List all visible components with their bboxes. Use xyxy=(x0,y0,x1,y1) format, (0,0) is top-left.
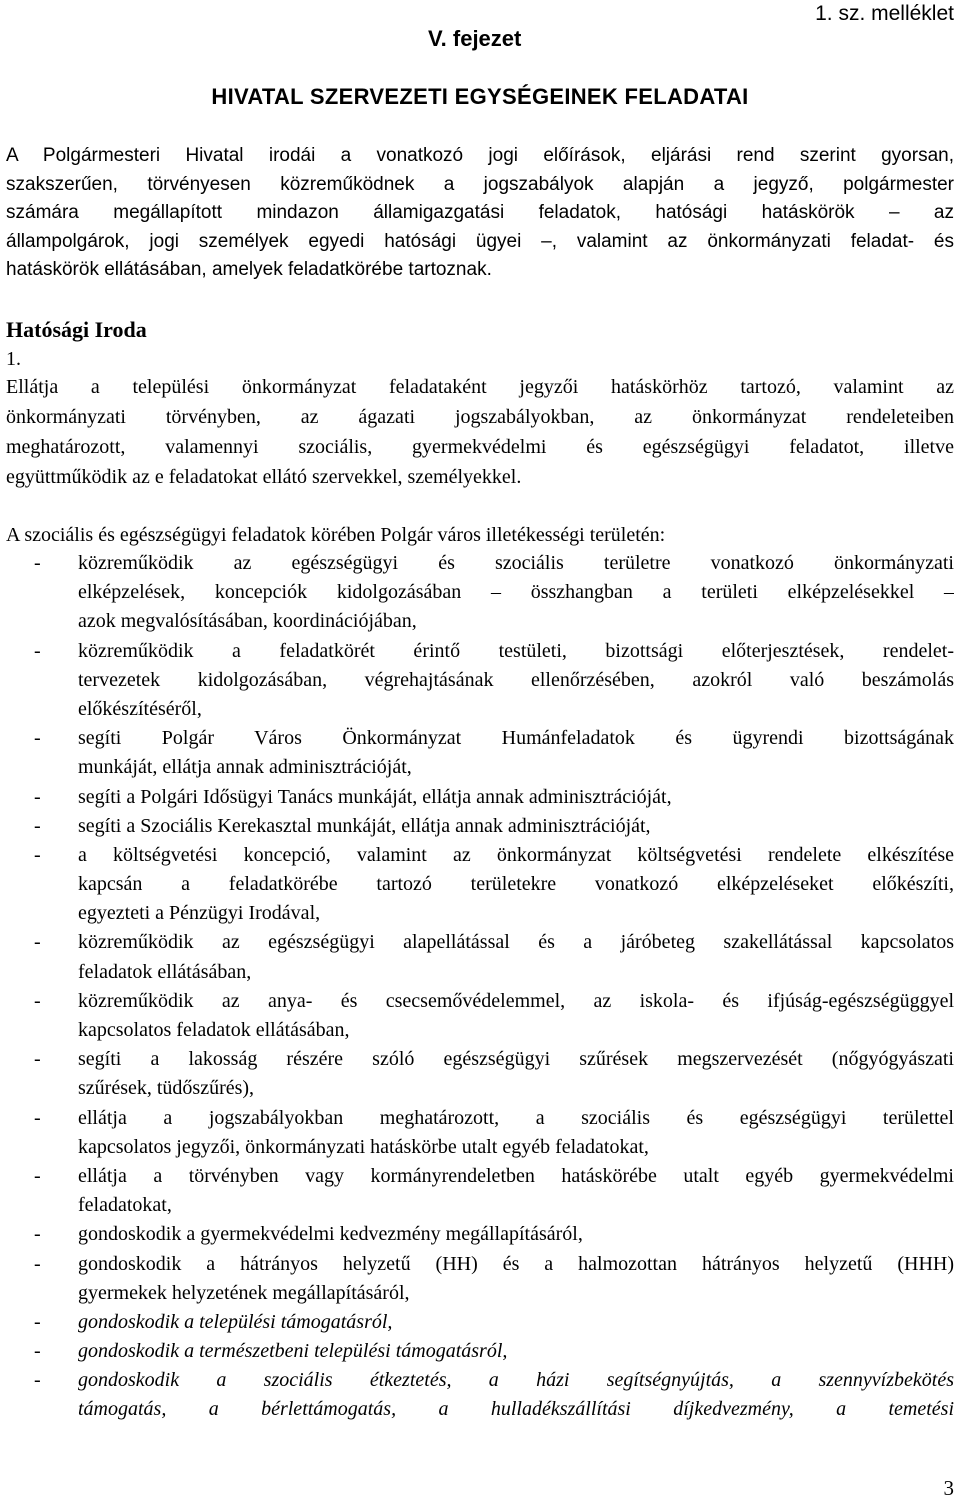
scope-sentence: A szociális és egészségügyi feladatok körében Polgár város illetékességi területén: xyxy=(6,524,666,546)
list-item-line: előkészítéséről, xyxy=(78,697,202,720)
list-item xyxy=(6,783,954,812)
list-item xyxy=(6,1250,954,1308)
list-item-line: segíti a lakosság részére szóló egészségügyi szűrések megszervezését (nőgyógyászati xyxy=(78,1048,954,1071)
list-item-line: gondoskodik a szociális étkeztetés, a házi segítségnyújtás, a szennyvízbekötés xyxy=(78,1369,954,1392)
list-item-line: gondoskodik a természetbeni települési támogatásról, xyxy=(78,1340,508,1363)
intro-line: szakszerűen, törvényesen közreműködnek a jogszabályok alapján a jegyző, polgármester xyxy=(6,173,954,195)
list-item xyxy=(6,1104,954,1162)
list-item-line: tervezetek kidolgozásában, végrehajtásának ellenőrzésében, azokról való beszámolás xyxy=(78,668,954,691)
lead-line: meghatározott, valamennyi szociális, gyermekvédelmi és egészségügyi feladatot, illetve xyxy=(6,436,954,458)
list-bullet-dash: - xyxy=(34,1164,41,1187)
list-item-line: gondoskodik a települési támogatásról, xyxy=(78,1310,393,1333)
list-bullet-dash: - xyxy=(34,931,41,954)
lead-line: együttműködik az e feladatokat ellátó szervekkel, személyekkel. xyxy=(6,466,522,488)
list-item-line: gyermekek helyzetének megállapításáról, xyxy=(78,1281,410,1304)
list-bullet-dash: - xyxy=(34,552,41,574)
list-item xyxy=(6,928,954,986)
list-item-line: feladatok ellátásában, xyxy=(78,960,252,983)
list-bullet-dash: - xyxy=(34,639,41,662)
lead-line: önkormányzati törvényben, az ágazati jogszabályokban, az önkormányzat rendeleteiben xyxy=(6,406,954,428)
list-bullet-dash: - xyxy=(34,1340,41,1363)
section-heading: Hatósági Iroda xyxy=(6,317,147,342)
list-item-line: támogatás, a bérlettámogatás, a hulladékszállítási díjkedvezmény, a temetési xyxy=(78,1398,954,1421)
list-item-line: közreműködik az anya- és csecsemővédelemmel, az iskola- és ifjúság-egészségüggyel xyxy=(78,989,954,1012)
list-item-line: gondoskodik a gyermekvédelmi kedvezmény megállapításáról, xyxy=(78,1223,583,1246)
list-bullet-dash: - xyxy=(34,727,41,750)
list-bullet-dash: - xyxy=(34,785,41,808)
list-bullet-dash: - xyxy=(34,989,41,1012)
list-bullet-dash: - xyxy=(34,843,41,866)
list-item-line: segíti a Polgári Idősügyi Tanács munkáját, ellátja annak adminisztrációját, xyxy=(78,785,672,808)
list-item xyxy=(6,1045,954,1103)
list-item-line: a költségvetési koncepció, valamint az önkormányzat költségvetési rendelete elkészítése xyxy=(78,843,954,866)
list-bullet-dash: - xyxy=(34,1252,41,1275)
list-item xyxy=(6,812,954,841)
list-bullet-dash: - xyxy=(34,1048,41,1071)
page-title: HIVATAL SZERVEZETI EGYSÉGEINEK FELADATAI xyxy=(211,84,749,109)
list-item xyxy=(6,1308,954,1337)
list-item xyxy=(6,1162,954,1220)
list-bullet-dash: - xyxy=(34,1310,41,1333)
lead-line: Ellátja a települési önkormányzat feladataként jegyzői hatáskörhöz tartozó, valamint az xyxy=(6,376,954,398)
intro-line: állampolgárok, jogi személyek egyedi hatósági ügyei –, valamint az önkormányzati feladat- és xyxy=(6,230,954,252)
list-bullet-dash: - xyxy=(34,1369,41,1392)
page-number: 3 xyxy=(943,1476,954,1500)
list-item-line: gondoskodik a hátrányos helyzetű (HH) és a halmozottan hátrányos helyzetű (HHH) xyxy=(78,1252,954,1275)
list-item-line: feladatokat, xyxy=(78,1194,172,1217)
list-item-line: szűrések, tüdőszűrés), xyxy=(78,1077,255,1100)
intro-line: számára megállapított mindazon államigazgatási feladatok, hatósági hatáskörök – az xyxy=(6,202,954,223)
list-item-line: közreműködik az egészségügyi alapellátással és a járóbeteg szakellátással kapcsolatos xyxy=(78,931,954,954)
intro-paragraph xyxy=(6,142,954,285)
list-item-line: kapcsolatos feladatok ellátásában, xyxy=(78,1019,350,1041)
list-item-line: ellátja a jogszabályokban meghatározott, a szociális és egészségügyi területtel xyxy=(78,1106,954,1129)
list-item xyxy=(6,1337,954,1366)
list-item xyxy=(6,1220,954,1249)
list-item-line: kapcsán a feladatkörébe tartozó területekre vonatkozó elképzeléseket előkészíti, xyxy=(78,873,954,896)
duty-list xyxy=(6,549,954,1425)
list-item xyxy=(6,724,954,782)
lead-paragraph xyxy=(6,372,954,492)
list-item-line: segíti Polgár Város Önkormányzat Humánfeladatok és ügyrendi bizottságának xyxy=(78,727,954,750)
list-item xyxy=(6,1366,954,1424)
list-item-line: ellátja a törvényben vagy kormányrendeletben hatáskörébe utalt egyéb gyermekvédelmi xyxy=(78,1164,954,1187)
list-item-line: közreműködik az egészségügyi és szociális területre vonatkozó önkormányzati xyxy=(78,552,954,574)
list-bullet-dash: - xyxy=(34,1223,41,1246)
list-item-line: azok megvalósításában, koordinációjában, xyxy=(78,610,417,633)
list-item-line: egyezteti a Pénzügyi Irodával, xyxy=(78,902,321,925)
intro-line: A Polgármesteri Hivatal irodái a vonatkozó jogi előírások, eljárási rend szerint gyorsan, xyxy=(6,145,954,166)
list-item-line: munkáját, ellátja annak adminisztrációját, xyxy=(78,756,412,779)
list-item xyxy=(6,549,954,637)
list-item-line: közreműködik a feladatkörét érintő testületi, bizottsági előterjesztések, rendelet- xyxy=(78,639,954,662)
chapter-heading: V. fejezet xyxy=(428,26,522,51)
list-item xyxy=(6,637,954,725)
annex-label: 1. sz. melléklet xyxy=(815,2,954,25)
list-bullet-dash: - xyxy=(34,1106,41,1129)
list-bullet-dash: - xyxy=(34,814,41,837)
list-item-line: kapcsolatos jegyzői, önkormányzati hatáskörbe utalt egyéb feladatokat, xyxy=(78,1135,649,1158)
list-item-line: elképzelések, koncepciók kidolgozásában – összhangban a területi elképzelésekkel – xyxy=(78,581,954,604)
list-item xyxy=(6,841,954,929)
intro-line: hatáskörök ellátásában, amelyek feladatkörébe tartoznak. xyxy=(6,259,492,280)
list-item-line: segíti a Szociális Kerekasztal munkáját, ellátja annak adminisztrációját, xyxy=(78,814,651,837)
section-number: 1. xyxy=(6,348,21,370)
list-item xyxy=(6,987,954,1045)
